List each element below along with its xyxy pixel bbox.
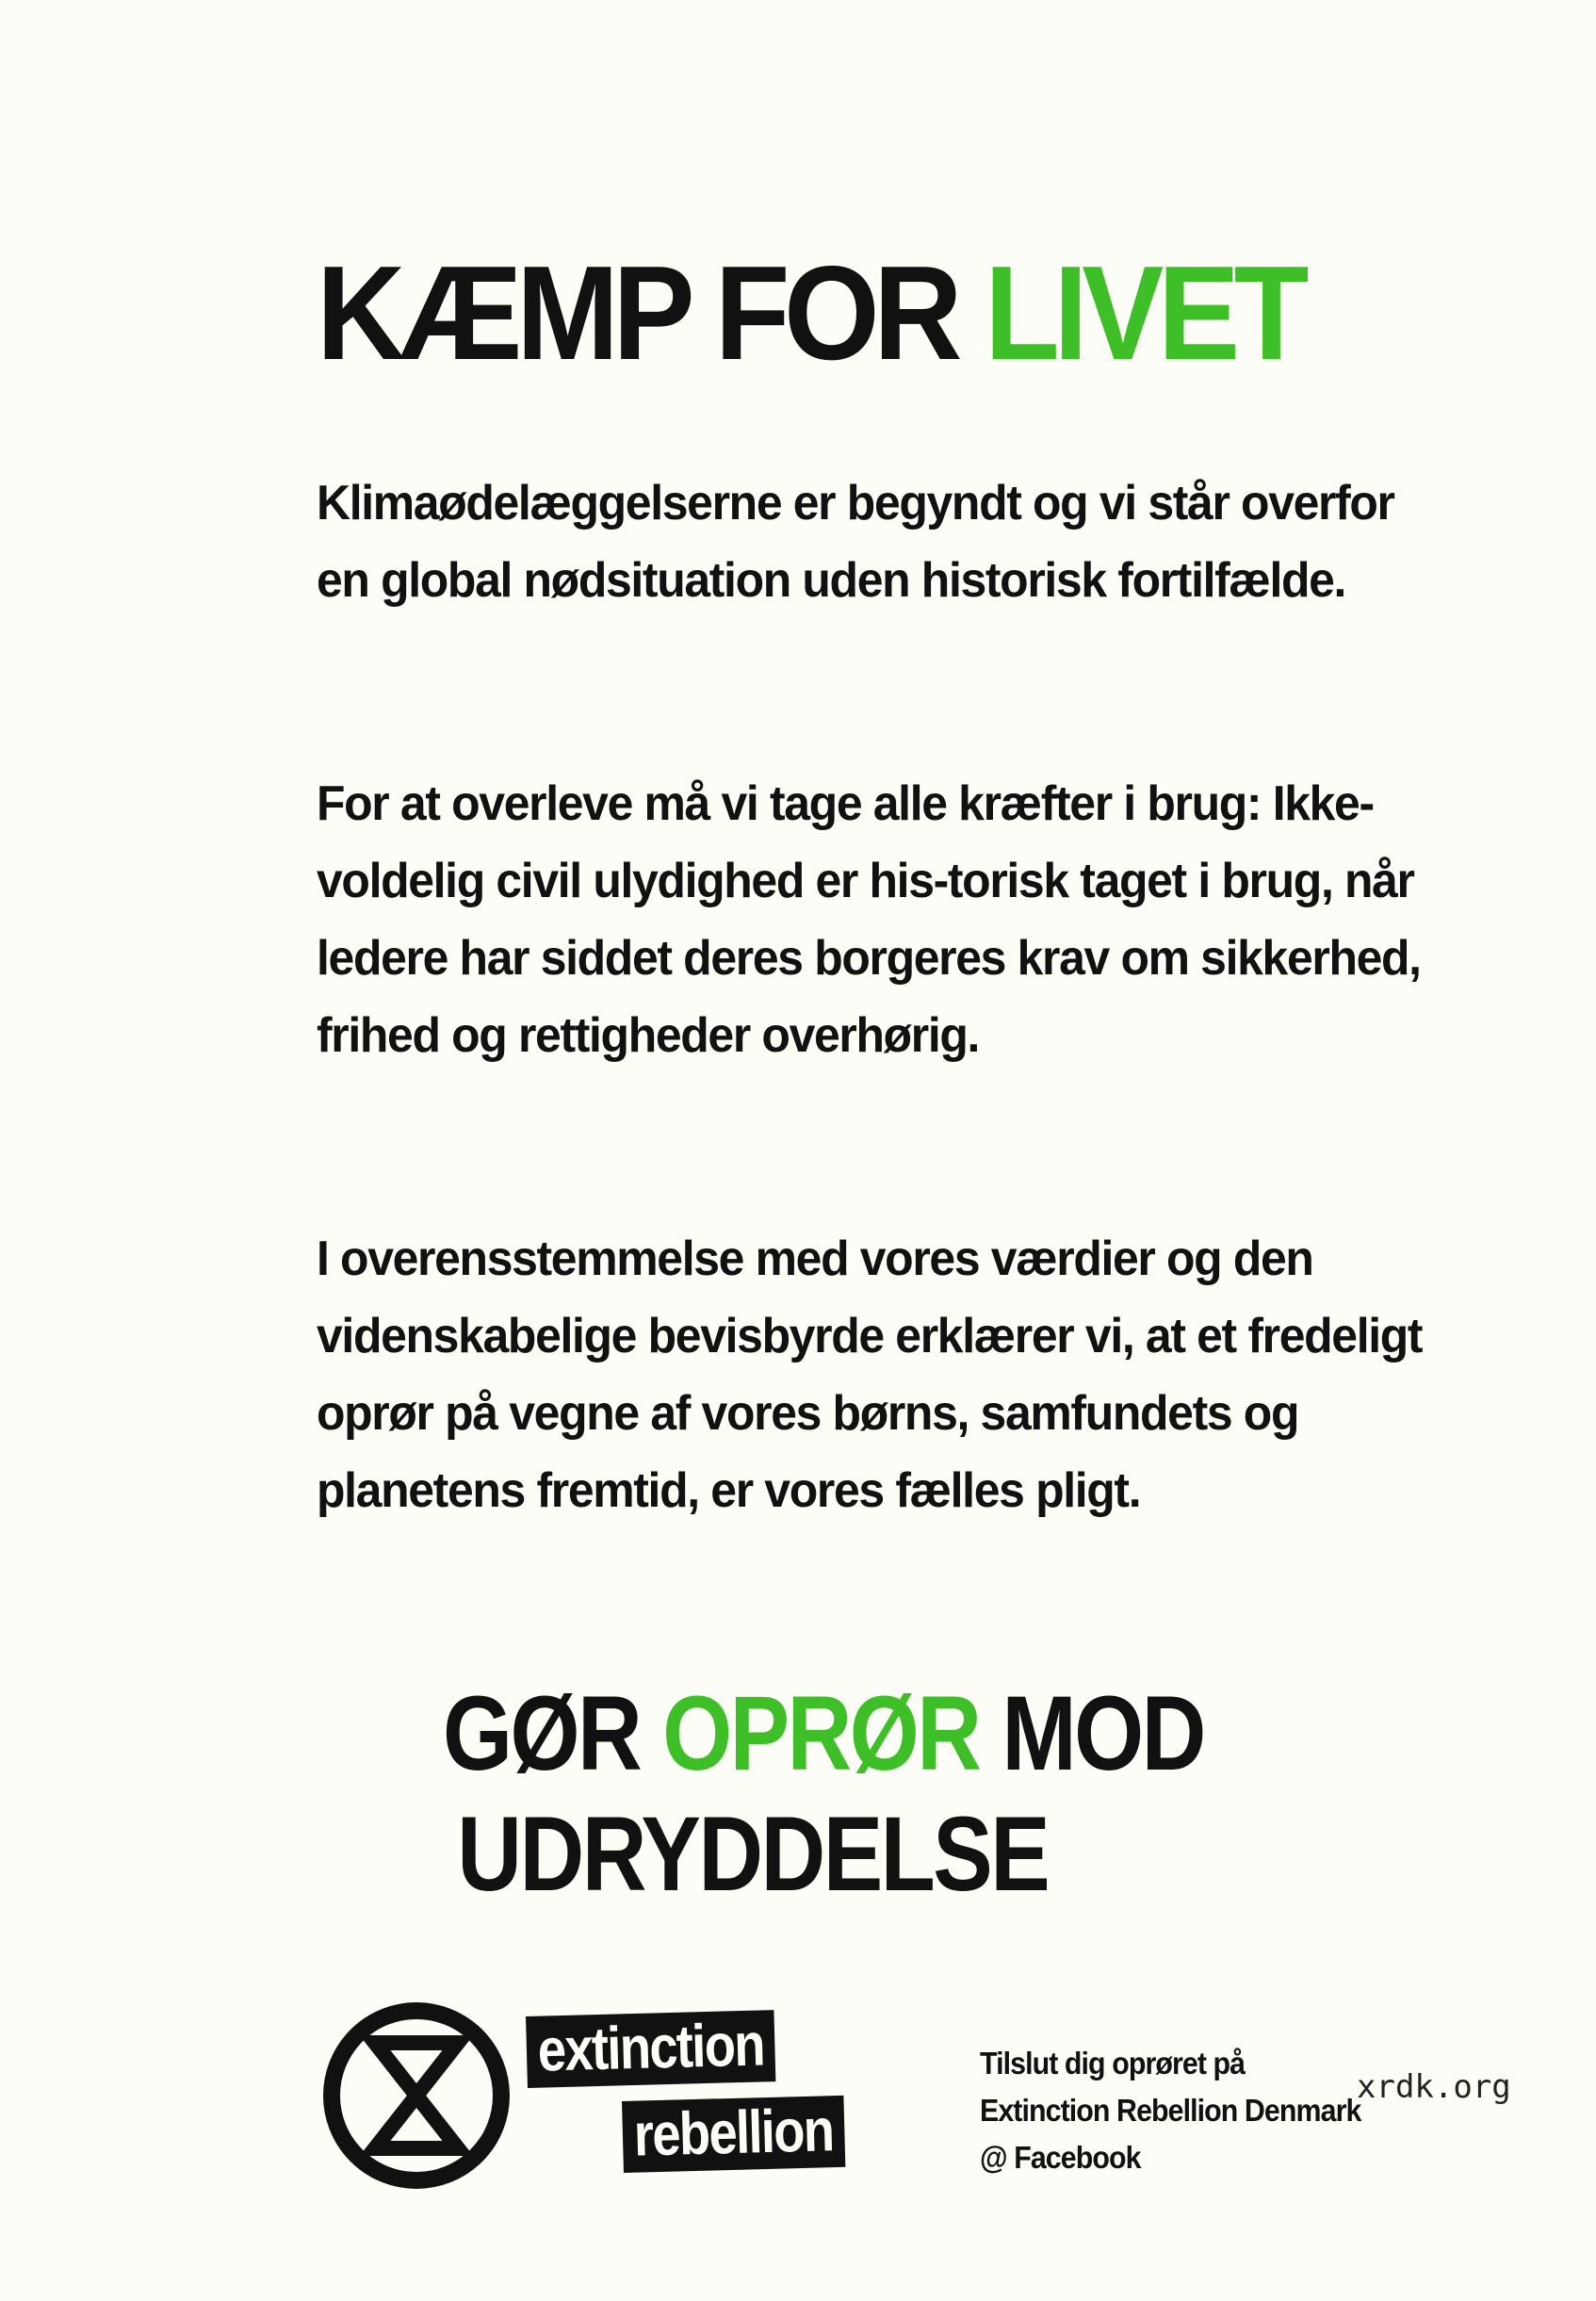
- slogan-part-1: GØR: [443, 1674, 663, 1792]
- website-url: xrdk.org: [1357, 2068, 1511, 2106]
- slogan: [443, 1673, 1204, 1915]
- slogan-line-1: [443, 1673, 1204, 1794]
- join-line-2: Extinction Rebellion Denmark: [980, 2093, 1361, 2128]
- headline-part-1: KÆMP FOR: [317, 238, 985, 388]
- slogan-line-2: UDRYDDELSE: [457, 1795, 1049, 1913]
- slogan-part-3: MOD: [979, 1674, 1204, 1792]
- extinction-symbol-icon: [318, 1998, 514, 2194]
- join-line-1: Tilslut dig oprøret på: [980, 2046, 1246, 2081]
- logo-word-extinction: extinction: [526, 2010, 776, 2088]
- paragraph-1: Klimaødelæggelserne er begyndt og vi står overfor en global nødsituation uden historisk fortilfælde.: [317, 476, 1394, 608]
- slogan-part-2: OPRØR: [662, 1674, 980, 1792]
- logo-word-rebellion: rebellion: [622, 2096, 845, 2173]
- join-line-3: @ Facebook: [980, 2140, 1141, 2175]
- headline: [317, 238, 1303, 388]
- join-text: [980, 2040, 1360, 2181]
- paragraph-2: For at overleve må vi tage alle kræfter i brug: Ikke-voldelig civil ulydighed er his-torisk taget i brug, når ledere har siddet deres borgeres krav om sikkerhed, frihed og rettigheder overhørig.: [317, 776, 1421, 1063]
- paragraph-3: I overensstemmelse med vores værdier og den videnskabelige bevisbyrde erklærer vi, at et fredeligt oprør på vegne af vores børns, samfundets og planetens fremtid, er vores fælles pligt.: [317, 1232, 1423, 1518]
- headline-part-2: LIVET: [984, 238, 1303, 388]
